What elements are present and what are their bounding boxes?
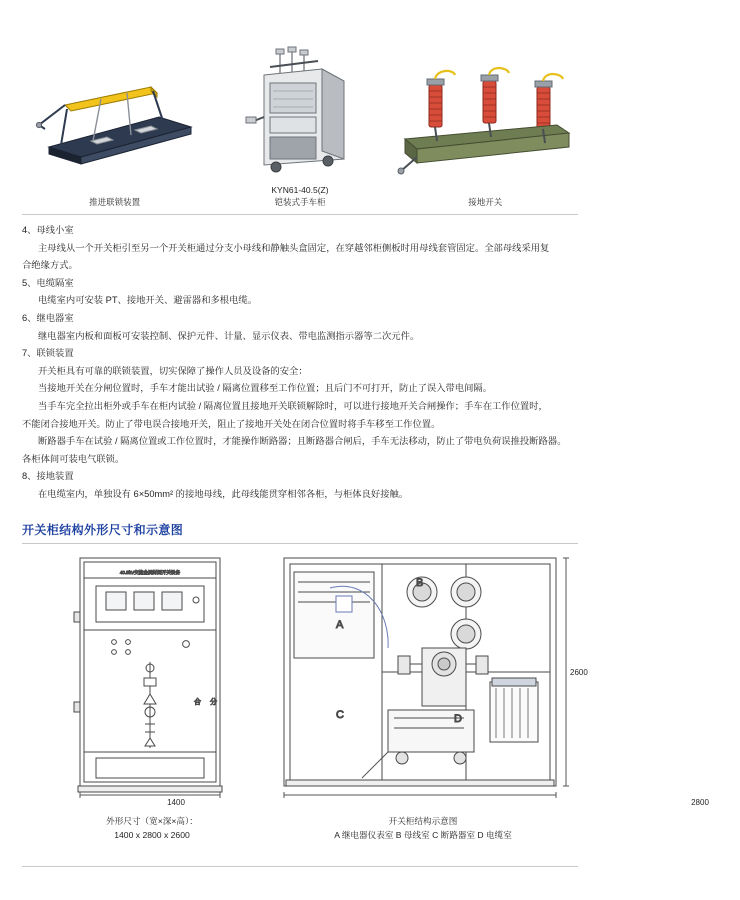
paragraph: 当手车完全拉出柜外或手车在柜内试验 / 隔离位置且接地开关联锁解除时，可以进行接地开关合闸操作；手车在工作位置时， (38, 400, 548, 411)
divider (22, 866, 578, 867)
front-view-caption (32, 814, 272, 842)
product-item (23, 59, 206, 208)
drawing-area (22, 552, 709, 858)
front-view-caption-line2: 1400 x 2800 x 2600 (114, 830, 190, 840)
push-in-interlock-device-illustration (23, 59, 206, 187)
paragraph: 5、电缆隔室 (22, 277, 74, 288)
paragraph: 不能闭合接地开关。防止了带电误合接地开关，阻止了接地开关处在闭合位置时将手车移至工作位置。 (22, 418, 441, 429)
paragraph: 在电缆室内，单独设有 6×50mm² 的接地母线，此母线能贯穿相邻各柜，与柜体良好接触。 (38, 488, 409, 499)
paragraph: 断路器手车在试验 / 隔离位置或工作位置时，才能操作断路器；且断路器合闸后，手车无法移动，防止了带电负荷误推投断路器。 (38, 436, 567, 447)
product-caption: 接地开关 (468, 197, 503, 207)
paragraph: 6、继电器室 (22, 312, 74, 323)
svg-text:合: 合 (194, 699, 201, 706)
svg-text:分: 分 (210, 699, 217, 706)
paragraph: 主母线从一个开关柜引至另一个开关柜通过分支小母线和静触头盒固定，在穿越邻柜侧板时用母线套管固定。全部母线采用复 (38, 242, 550, 253)
product-caption: 推进联锁装置 (89, 197, 141, 207)
divider (22, 543, 578, 544)
product-item (208, 47, 391, 208)
svg-text:D: D (454, 713, 462, 725)
svg-text:A: A (336, 619, 344, 631)
paragraph: 各柜体间可装电气联锁。 (22, 453, 125, 464)
front-view-caption-line1: 外形尺寸（宽×深×高）： (106, 816, 198, 826)
section-view-caption-line2: A 继电器仪表室 B 母线室 C 断路器室 D 电缆室 (334, 830, 512, 840)
paragraph: 电缆室内可安装 PT、接地开关、避雷器和多根电缆。 (38, 295, 257, 306)
paragraph: 7、联锁装置 (22, 348, 74, 359)
svg-text:C: C (336, 709, 344, 721)
dimension-width-right: 2800 (691, 798, 709, 807)
paragraph: 合绝缘方式。 (22, 260, 78, 271)
earthing-switch-illustration (394, 59, 577, 187)
paragraph: 当接地开关在分闸位置时，手车才能出试验 / 隔离位置移至工作位置；且后门不可打开，防止了误入带电间隔。 (38, 383, 492, 394)
paragraph: 8、接地装置 (22, 471, 74, 482)
svg-text:B: B (416, 577, 424, 589)
section-view-caption-line1: 开关柜结构示意图 (388, 816, 458, 826)
section-title: 开关柜结构外形尺寸和示意图 (22, 523, 184, 537)
paragraph: 开关柜具有可靠的联锁装置，切实保障了操作人员及设备的安全： (38, 365, 308, 376)
front-view-drawing (52, 552, 252, 807)
dimension-width-left: 1400 (167, 798, 185, 807)
divider (22, 214, 578, 215)
product-item (394, 59, 577, 208)
paragraph: 4、母线小室 (22, 225, 74, 235)
paragraph: 继电器室内板和面板可安装控制、保护元件、计量、显示仪表、带电监测指示器等二次元件。 (38, 330, 420, 341)
product-gallery (22, 28, 578, 208)
product-caption: KYN61-40.5(Z) 铠装式手车柜 (271, 185, 329, 207)
svg-text:40.5kV交流金属封闭开关设备: 40.5kV交流金属封闭开关设备 (119, 570, 181, 575)
dimension-height-right: 2600 (570, 668, 588, 677)
section-view-caption (270, 814, 576, 842)
kyn61-handcart-cabinet-illustration (208, 47, 391, 175)
body-text (22, 222, 578, 504)
